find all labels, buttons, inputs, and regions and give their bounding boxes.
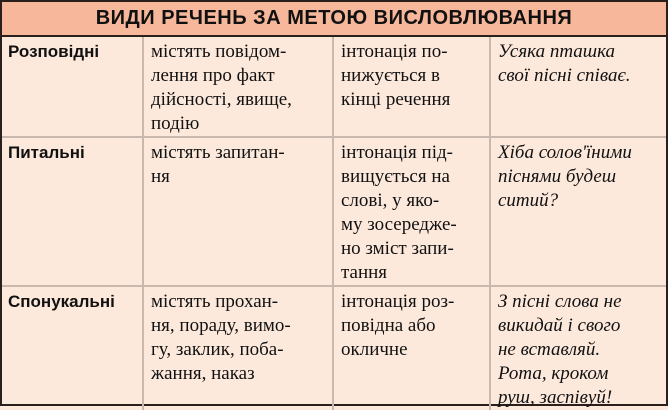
cell-line: гу, заклик, поба- (151, 339, 284, 360)
cell-line: З пісні слова не (498, 291, 622, 312)
cell-line: Усяка пташка (498, 41, 616, 62)
cell-line: ня, пораду, вимо- (151, 315, 291, 336)
cell-line: окличне (341, 339, 408, 360)
intonation-cell (333, 286, 490, 410)
cell-line: містять повідом- (151, 41, 287, 62)
cell-line: ситий? (498, 190, 559, 211)
table-title-bar (2, 2, 666, 37)
cell-line: вищується на (341, 166, 450, 187)
cell-line: містять прохан- (151, 291, 279, 312)
cell-line: кінці речення (341, 89, 451, 110)
purpose-cell (143, 37, 333, 137)
cell-line: інтонація під- (341, 142, 453, 163)
cell-line: слові, у яко- (341, 190, 440, 211)
cell-line: інтонація по- (341, 41, 448, 62)
table-row (2, 37, 666, 137)
purpose-cell (143, 286, 333, 410)
sentence-type: Розповідні (2, 37, 143, 137)
cell-line: тання (341, 262, 388, 283)
cell-line: му зосередже- (341, 214, 457, 235)
cell-line: піснями будеш (498, 166, 617, 187)
sentence-types-grid (2, 37, 666, 410)
cell-line: Рота, кроком (498, 363, 609, 384)
sentence-type: Питальні (2, 137, 143, 286)
table-row (2, 286, 666, 410)
table-row (2, 137, 666, 286)
cell-line: свої пісні співає. (498, 65, 631, 86)
example-cell (490, 286, 666, 410)
cell-line: лення про факт (151, 65, 275, 86)
intonation-cell (333, 37, 490, 137)
cell-line: Хіба солов'їними (498, 142, 632, 163)
table-title: ВИДИ РЕЧЕНЬ ЗА МЕТОЮ ВИСЛОВЛЮВАННЯ (95, 7, 573, 29)
cell-line: руш, заспівуй! (498, 387, 613, 408)
cell-line: но зміст запи- (341, 238, 454, 259)
sentence-type: Спонукальні (2, 286, 143, 410)
cell-line: нижується в (341, 65, 440, 86)
cell-line: інтонація роз- (341, 291, 455, 312)
purpose-cell (143, 137, 333, 286)
cell-line: дійсності, явище, (151, 89, 292, 110)
cell-line: ня (151, 166, 170, 187)
example-cell (490, 37, 666, 137)
cell-line: подію (151, 113, 200, 134)
cell-line: повідна або (341, 315, 436, 336)
intonation-cell (333, 137, 490, 286)
cell-line: містять запитан- (151, 142, 285, 163)
cell-line: викидай і свого (498, 315, 621, 336)
example-cell (490, 137, 666, 286)
cell-line: жання, наказ (151, 363, 255, 384)
cell-line: не вставляй. (498, 339, 601, 360)
